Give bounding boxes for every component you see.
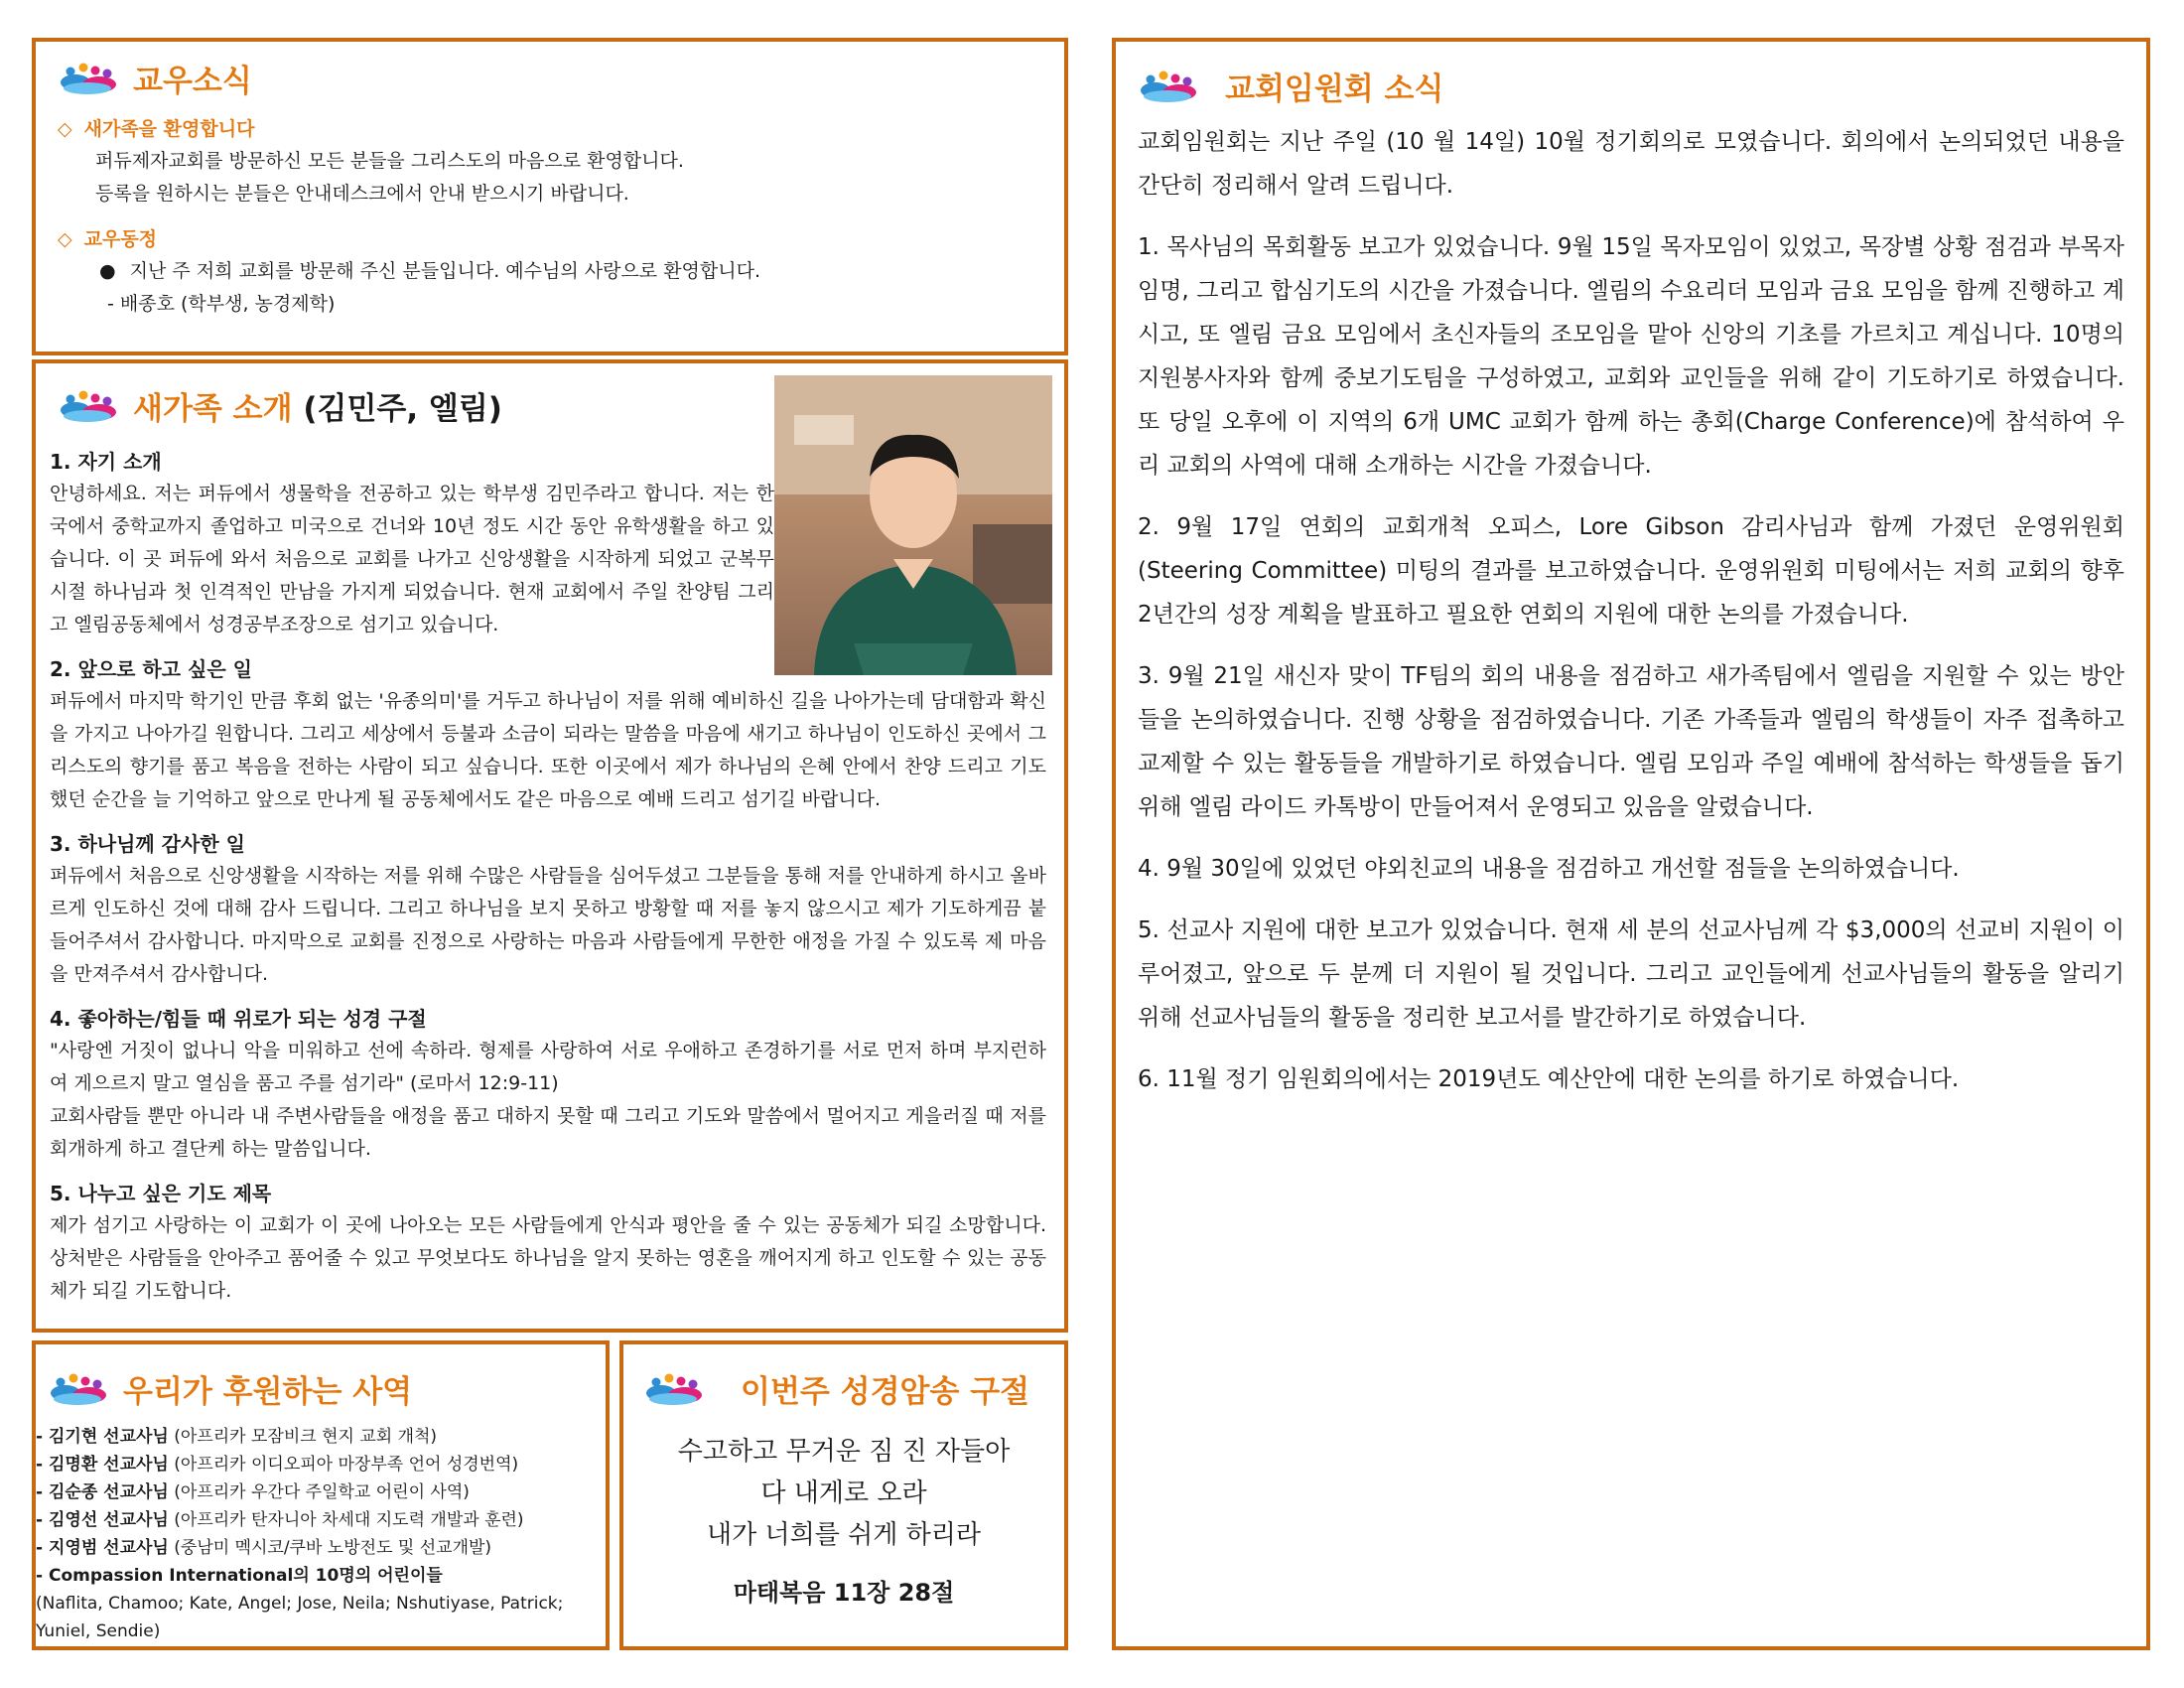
mission-panel (32, 1340, 610, 1650)
mission-compassion: - Compassion International의 10명의 어린이들 (36, 1566, 443, 1586)
news-panel (32, 38, 1068, 355)
board-item: 5. 선교사 지원에 대한 보고가 있었습니다. 현재 세 분의 선교사님께 각 $3,000의 선교비 지원이 이루어졌고, 앞으로 두 분께 더 지원이 될 것입니다. 그리고 교인들에게 선교사님들의 활동을 알리기 위해 선교사님들의 활동을 정리한 보고서를 발간하기로 하였습니다. (1138, 917, 2124, 1031)
church-logo-icon (48, 1370, 109, 1408)
intro-section-heading: 4. 좋아하는/힘들 때 위로가 되는 성경 구절 (50, 1007, 427, 1031)
mission-item-name: 김명환 선교사님 (48, 1455, 169, 1475)
board-item: 1. 목사님의 목회활동 보고가 있었습니다. 9월 15일 목자모임이 있었고, 목장별 상황 점검과 부목자 임명, 그리고 합심기도의 시간을 가졌습니다. 엘림의 수요리더 모임과 금요 모임을 함께 진행하고 계시고, 또 엘림 금요 모임에서 초신자들의 조모임을 맡아 신앙의 기초를 가르치고 계십니다. 10명의 지원봉사자와 함께 중보기도팀을 구성하였고, 교회와 교인들을 위해 같이 기도하기로 하였습니다. 또 당일 오후에 이 지역의 6개 UMC 교회가 함께 하는 총회(Charge Conference)에 참석하여 우리 교회의 사역에 대해 소개하는 시간을 가졌습니다. (1138, 234, 2124, 479)
church-logo-icon (1138, 68, 1199, 105)
mission-item-desc: (중남미 멕시코/쿠바 노방전도 및 선교개발) (174, 1538, 492, 1558)
board-item: 4. 9월 30일에 있었던 야외친교의 내용을 점검하고 개선할 점들을 논의하였습니다. (1138, 856, 1960, 882)
welcome-line: 퍼듀제자교회를 방문하신 모든 분들을 그리스도의 마음으로 환영합니다. (95, 150, 684, 172)
intro-section-text: 퍼듀에서 마지막 학기인 만큼 후회 없는 '유종의미'를 거두고 하나님이 저를 위해 예비하신 길을 나아가는데 담대함과 확신을 가지고 나아가길 원합니다. 그리고 세상에서 등불과 소금이 되라는 말씀을 마음에 새기고 하나님이 인도하신 곳에서 그리스도의 향기를 품고 복음을 전하는 사람이 되고 싶습니다. 또한 이곳에서 제가 하나님의 은혜 안에서 찬양 드리고 기도 했던 순간을 늘 기억하고 앞으로 만나게 될 공동체에서도 같은 마음으로 예배 드리고 섬기길 바랍니다. (50, 690, 1046, 810)
intro-section-text: "사랑엔 거짓이 없나니 악을 미워하고 선에 속하라. 형제를 사랑하여 서로 우애하고 존경하기를 서로 먼저 하며 부지런하여 게으르지 말고 열심을 품고 주를 섬기라" (로마서 12:9-11) (50, 1040, 1046, 1094)
intro-section-text: 제가 섬기고 사랑하는 이 교회가 이 곳에 나아오는 모든 사람들에게 안식과 평안을 줄 수 있는 공동체가 되길 소망합니다. 상처받은 사람들을 안아주고 품어줄 수 있고 무엇보다도 하나님을 알지 못하는 영혼을 깨어지게 하고 인도할 수 있는 공동체가 되길 기도합니다. (50, 1214, 1046, 1302)
mission-item-desc: (아프리카 탄자니아 차세대 지도력 개발과 훈련) (174, 1510, 524, 1530)
status-bullet-row (95, 255, 1042, 288)
status-bullet-text: 지난 주 저희 교회를 방문해 주신 분들입니다. 예수님의 사랑으로 환영합니다. (129, 260, 761, 282)
board-panel (1112, 38, 2150, 1650)
intro-section-text: 교회사람들 뿐만 아니라 내 주변사람들을 애정을 품고 대하지 못할 때 그리고 기도와 말씀에서 멀어지고 게을러질 때 저를 회개하게 하고 결단케 하는 말씀입니다. (50, 1105, 1046, 1160)
intro-section-heading: 2. 앞으로 하고 싶은 일 (50, 657, 252, 681)
church-logo-icon (58, 387, 119, 425)
memory-title: 이번주 성경암송 구절 (741, 1374, 1030, 1410)
mission-children: (Naflita, Chamoo; Kate, Angel; Jose, Neila; Nshutiyase, Patrick; Yuniel, Sendie) (36, 1594, 564, 1641)
memory-line: 수고하고 무거운 짐 진 자들아 (677, 1437, 1011, 1467)
board-item: 3. 9월 21일 새신자 맞이 TF팀의 회의 내용을 점검하고 새가족팀에서 엘림을 지원할 수 있는 방안들을 논의하였습니다. 진행 상황을 점검하였습니다. 기존 가족들과 엘림의 학생들이 자주 접촉하고 교제할 수 있는 활동들을 개발하기로 하였습니다. 엘림 모임과 주일 예배에 참석하는 학생들을 돕기 위해 엘림 라이드 카톡방이 만들어져서 운영되고 있음을 알렸습니다. (1138, 663, 2124, 820)
mission-item-desc: (아프리카 우간다 주일학교 어린이 사역) (174, 1482, 470, 1502)
board-item: 6. 11월 정기 임원회의에서는 2019년도 예산안에 대한 논의를 하기로 하였습니다. (1138, 1066, 1960, 1092)
board-intro: 교회임원회는 지난 주일 (10 월 14일) 10월 정기회의로 모였습니다. 회의에서 논의되었던 내용을 간단히 정리해서 알려 드립니다. (1138, 129, 2124, 199)
memory-panel (619, 1340, 1068, 1650)
intro-section-heading: 1. 자기 소개 (50, 450, 162, 474)
intro-section-heading: 5. 나누고 싶은 기도 제목 (50, 1182, 272, 1205)
status-heading: ◇ 교우동정 (58, 224, 1042, 251)
board-item: 2. 9월 17일 연회의 교회개척 오피스, Lore Gibson 감리사님과 함께 가졌던 운영위원회 (Steering Committee) 미팅의 결과를 보고하였습니다. 운영위원회 미팅에서는 저희 교회의 향후 2년간의 성장 계획을 발표하고 필요한 연회의 지원에 대한 논의를 가졌습니다. (1138, 514, 2124, 628)
mission-item-name: 김기현 선교사님 (48, 1427, 169, 1447)
memory-line: 다 내게로 오라 (760, 1478, 927, 1508)
mission-title: 우리가 후원하는 사역 (123, 1374, 413, 1410)
board-title: 교회임원회 소식 (1225, 71, 1444, 107)
person-photo-icon (774, 375, 1052, 675)
memory-reference: 마태복음 11장 28절 (733, 1579, 955, 1607)
memory-line: 내가 너희를 쉬게 하리라 (707, 1520, 981, 1550)
church-logo-icon (58, 60, 119, 97)
mission-item: - 지영범 선교사님 (중남미 멕시코/쿠바 노방전도 및 선교개발) (36, 1538, 492, 1558)
mission-item-name: 김순종 선교사님 (48, 1482, 169, 1502)
welcome-heading: ◇ 새가족을 환영합니다 (58, 114, 1042, 141)
welcome-line: 등록을 원하시는 분들은 안내데스크에서 안내 받으시기 바랍니다. (95, 183, 629, 205)
intro-section-heading: 3. 하나님께 감사한 일 (50, 832, 245, 856)
intro-panel (32, 359, 1068, 1333)
compassion-text: Compassion International의 10명의 어린이들 (48, 1566, 443, 1586)
bullet-dot-icon: ● (99, 260, 116, 282)
member-photo (774, 375, 1052, 675)
intro-title: 새가족 소개 (133, 391, 293, 427)
intro-section-text: 안녕하세요. 저는 퍼듀에서 생물학을 전공하고 있는 학부생 김민주라고 합니다. 저는 한국에서 중학교까지 졸업하고 미국으로 건너와 10년 정도 시간 동안 유학생활을 하고 있습니다. 이 곳 퍼듀에 와서 처음으로 교회를 나가고 신앙생활을 시작하게 되었고 군복무 시절 하나님과 첫 인격적인 만남을 가지게 되었습니다. 현재 교회에서 주일 찬양팀 그리고 엘림공동체에서 성경공부조장으로 섬기고 있습니다. (50, 483, 774, 635)
mission-item-name: 지영범 선교사님 (48, 1538, 169, 1558)
mission-item: - 김명환 선교사님 (아프리카 이디오피아 마장부족 언어 성경번역) (36, 1455, 519, 1475)
mission-item-desc: (아프리카 이디오피아 마장부족 언어 성경번역) (174, 1455, 519, 1475)
mission-item-name: 김영선 선교사님 (48, 1510, 169, 1530)
church-logo-icon (643, 1370, 705, 1408)
news-title: 교우소식 (133, 64, 252, 99)
mission-item: - 김기현 선교사님 (아프리카 모잠비크 현지 교회 개척) (36, 1427, 438, 1447)
intro-section-text: 퍼듀에서 처음으로 신앙생활을 시작하는 저를 위해 수많은 사람들을 심어두셨고 그분들을 통해 저를 안내하게 하시고 올바르게 인도하신 것에 대해 감사 드립니다. 그리고 하나님을 보지 못하고 방황할 때 저를 놓지 않으시고 제가 기도하게끔 붙들어주셔서 감사합니다. 마지막으로 교회를 진정으로 사랑하는 마음과 사람들에게 무한한 애정을 가질 수 있도록 제 마음을 만져주셔서 감사합니다. (50, 865, 1046, 985)
status-sub: - 배종호 (학부생, 농경제학) (107, 293, 336, 315)
mission-item-desc: (아프리카 모잠비크 현지 교회 개척) (174, 1427, 438, 1447)
intro-title-row (133, 383, 502, 428)
mission-item: - 김영선 선교사님 (아프리카 탄자니아 차세대 지도력 개발과 훈련) (36, 1510, 524, 1530)
intro-title-names: (김민주, 엘림) (303, 391, 502, 427)
mission-item: - 김순종 선교사님 (아프리카 우간다 주일학교 어린이 사역) (36, 1482, 470, 1502)
